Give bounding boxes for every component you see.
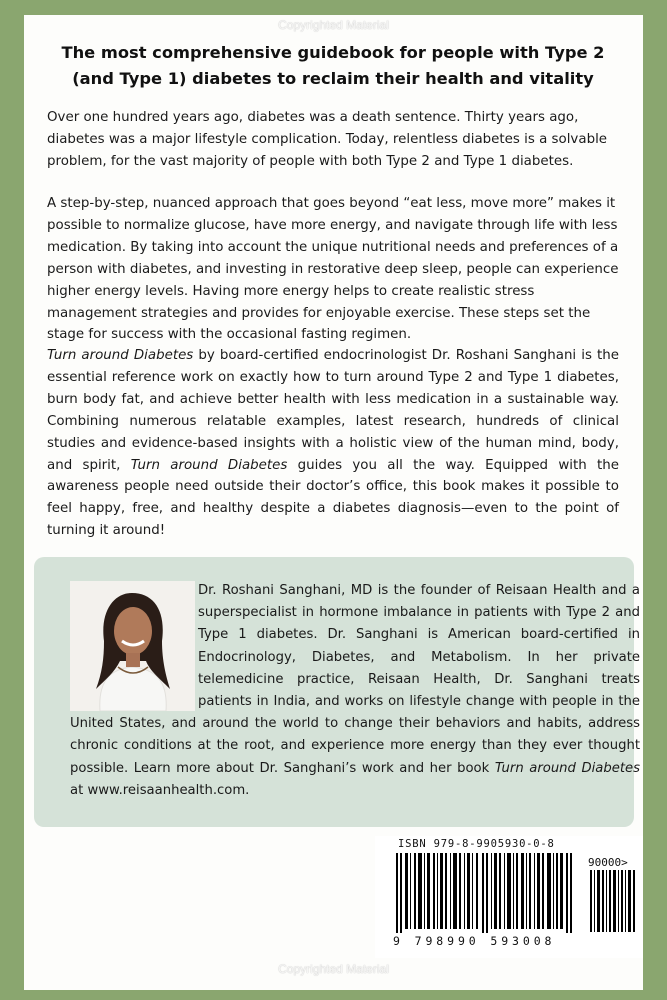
summary-text-a: by board-certified endocrinologist Dr. Roshani Sanghani is the essential reference work on exactly how to turn around Type 2 and Type 1 diabetes, burn body fat, and achieve better health with less medication in a sustainable way. Combining numerous relatable examples, latest research, hundreds of clinical studies and evidence-based insights with a holistic view of the human mind, body, and spirit, [47, 348, 619, 473]
book-title: Turn around Diabetes [47, 348, 194, 363]
summary-text-b: guides you all the way. Equipped with the awareness people need outside their doctor’s office, this book makes it possible to feel happy, free, and healthy despite a diabetes diagnosis—even to the point of turning it around! [47, 457, 619, 539]
bio-text-a: Dr. Roshani Sanghani, MD is the founder of Reisaan Health and a superspecialist in hormone imbalance in patients with Type 2 and Type 1 diabetes. Dr. Sanghani is American board-certified in Endocrinology, Diabetes, and Metabolism. In her private telemedicine practice, Reisaan Health, Dr. Sanghani treats patients in India, and works on lifestyle change with people in the United States, and around the world to change their behaviors and habits, address chronic conditions at the root, and experience more energy than they ever thought possible. Learn more about Dr. Sanghani’s work and her book [70, 583, 640, 776]
ean-barcode-bars [396, 853, 581, 933]
price-code: 90000> [588, 856, 628, 869]
paragraph-history: Over one hundred years ago, diabetes was a death sentence. Thirty years ago, diabetes was a major lifestyle complication. Today, relentless diabetes is a solvable problem, for the vast majority of people with both Type 2 and Type 1 diabetes. [47, 110, 608, 169]
ean-digits: 9 798990 593008 [393, 934, 556, 948]
paragraph-approach: A step-by-step, nuanced approach that goes beyond “eat less, move more” makes it possible to normalize glucose, have more energy, and navigate through life with less medication. By taking into account the unique nutritional needs and preferences of a person with diabetes, and investing in restorative deep sleep, people can experience higher energy levels. Having more energy helps to create realistic stress management strategies and provides for enjoyable exercise. These steps set the stage for success with the occasional fasting regimen. [47, 196, 619, 343]
headline: The most comprehensive guidebook for people with Type 2 (and Type 1) diabetes to reclaim their health and vitality [61, 43, 605, 88]
bio-text-b: at www.reisaanhealth.com. [70, 782, 250, 798]
bio-book-title: Turn around Diabetes [494, 760, 640, 776]
author-bio-text [70, 580, 640, 802]
copyright-watermark-bottom: Copyrighted Material [278, 962, 389, 976]
isbn-label: ISBN 979-8-9905930-0-8 [398, 838, 555, 850]
addon-barcode-bars [590, 870, 638, 932]
book-title: Turn around Diabetes [130, 457, 288, 473]
copyright-watermark-top: Copyrighted Material [278, 18, 389, 32]
paragraph-book-summary [47, 345, 619, 542]
